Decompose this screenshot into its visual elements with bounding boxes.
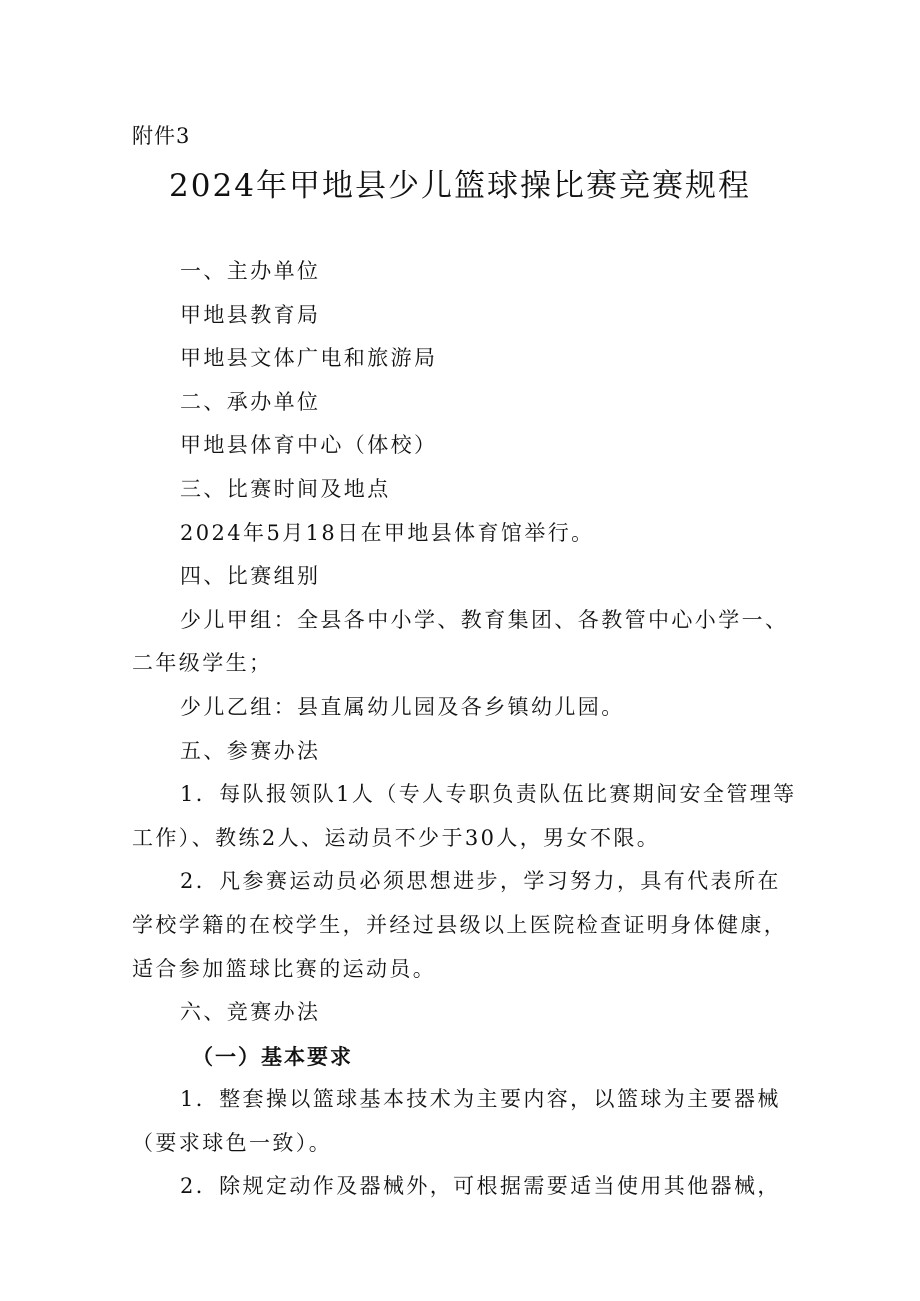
paragraph-line: 适合参加篮球比赛的运动员。 [132, 956, 437, 981]
paragraph-line: 学校学籍的在校学生，并经过县级以上医院检查证明身体健康， [132, 912, 788, 937]
paragraph-line: 二年级学生； [132, 651, 273, 676]
paragraph-line: 甲地县体育中心（体校） [180, 433, 438, 458]
section-heading-competition-method: 六、竞赛办法 [180, 1000, 321, 1025]
section-heading-groups: 四、比赛组别 [180, 564, 321, 589]
document-body [132, 250, 797, 1209]
section-heading-organizer: 一、主办单位 [180, 259, 321, 283]
paragraph-line: 少儿甲组：全县各中小学、教育集团、各教管中心小学一、 [180, 607, 789, 632]
paragraph-line: 2024年5月18日在甲地县体育馆举行。 [180, 520, 595, 545]
section-heading-time-place: 三、比赛时间及地点 [180, 476, 391, 501]
paragraph-line: 1．每队报领队1人（专人专职负责队伍比赛期间安全管理等 [180, 782, 797, 807]
paragraph-line: 甲地县文体广电和旅游局 [180, 346, 438, 371]
paragraph-line: 甲地县教育局 [180, 302, 321, 327]
paragraph-line: 少儿乙组：县直属幼儿园及各乡镇幼儿园。 [180, 694, 625, 719]
paragraph-line: 1．整套操以篮球基本技术为主要内容，以篮球为主要器械 [180, 1087, 781, 1112]
attachment-label: 附件3 [132, 124, 191, 148]
section-heading-entry-method: 五、参赛办法 [180, 738, 321, 763]
paragraph-line: 2．除规定动作及器械外，可根据需要适当使用其他器械， [180, 1174, 781, 1199]
subsection-heading-basic-requirements: （一）基本要求 [192, 1043, 353, 1069]
document-title: 2024年甲地县少儿篮球操比赛竞赛规程 [169, 168, 751, 204]
paragraph-line: （要求球色一致）。 [132, 1130, 333, 1155]
paragraph-line: 2．凡参赛运动员必须思想进步，学习努力，具有代表所在 [180, 869, 781, 894]
section-heading-host: 二、承办单位 [180, 389, 321, 414]
paragraph-line: 工作）、教练2人、运动员不少于30人，男女不限。 [132, 825, 661, 850]
